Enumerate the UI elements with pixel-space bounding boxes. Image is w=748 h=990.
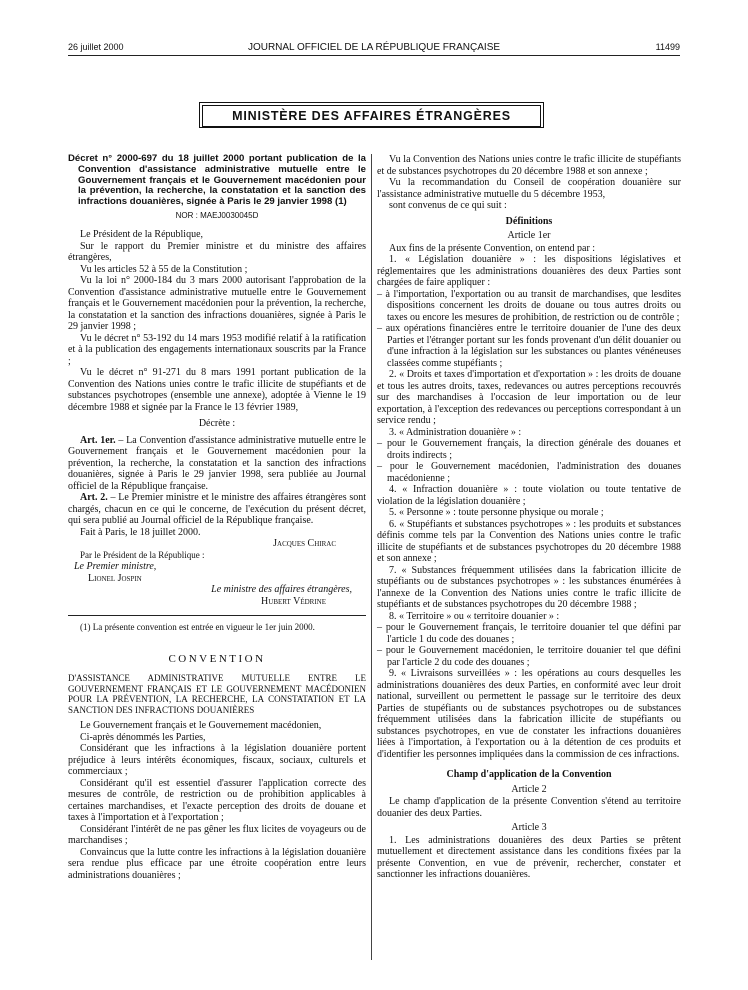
- definition-subitem: – pour le Gouvernement macédonien, le territoire douanier tel que défini par l'article 2 du code des douanes ;: [377, 645, 681, 668]
- paragraph: Considérant que les infractions à la législation douanière portent préjudice à leurs intérêts économiques, fiscaux, sociaux, culturels et commerciaux ;: [68, 743, 366, 778]
- article-2: [68, 492, 366, 527]
- article-3-heading: Article 3: [511, 822, 547, 833]
- paragraph: Vu la Convention des Nations unies contre le trafic illicite de stupéfiants et de substances psychotropes du 20 décembre 1988 et son annexe ;: [377, 154, 681, 177]
- header-date: 26 juillet 2000: [68, 42, 124, 52]
- definition-item: 3. « Administration douanière » :: [389, 426, 522, 438]
- fait-a-paris: Fait à Paris, le 18 juillet 2000.: [80, 526, 201, 538]
- minister-title: Le ministre des affaires étrangères,: [211, 584, 352, 596]
- paragraph: Le Gouvernement français et le Gouvernement macédonien,: [80, 720, 322, 732]
- definition-item: 4. « Infraction douanière » : toute violation ou toute tentative de violation de la législation douanière ;: [377, 484, 681, 507]
- article-1-label: Art. 1er.: [80, 434, 116, 446]
- footnote: (1) La présente convention est entrée en vigueur le 1er juin 2000.: [80, 622, 315, 633]
- paragraph: Le Président de la République,: [80, 229, 204, 241]
- paragraph: Ci-après dénommés les Parties,: [80, 731, 206, 743]
- header-page-number: 11499: [655, 42, 680, 52]
- paragraph: Sur le rapport du Premier ministre et du ministre des affaires étrangères,: [68, 240, 366, 264]
- paragraph: Vu le décret n° 53-192 du 14 mars 1953 modifié relatif à la ratification et à la publication des engagements internationaux souscrits par la France ;: [68, 332, 366, 367]
- decret-title: Décret n° 2000-697 du 18 juillet 2000 portant publication de la Convention d'assistance administrative mutuelle entre le Gouvernement français et le Gouvernement macédonien pour la prévention, la recherche, la constatation et la sanction des infractions douanières, signée à Paris le 29 janvier 1998 (1): [68, 153, 366, 208]
- paragraph: Vu la recommandation du Conseil de coopération douanière sur l'assistance administrative mutuelle du 5 décembre 1953,: [377, 177, 681, 200]
- definition-subitem: – à l'importation, l'exportation ou au transit de marchandises, que lesdites dispositions concernent les droits de douane ou tous autres droits ou taxes ou encore les mesures de prohibition, de restriction ou de contrôle ;: [377, 288, 681, 323]
- convention-subtitle: D'ASSISTANCE ADMINISTRATIVE MUTUELLE ENTRE LE GOUVERNEMENT FRANÇAIS ET LE GOUVERNEMENT MACÉDONIEN POUR LA PRÉVENTION, LA RECHERCHE, LA CONSTATATION ET LA SANCTION DES INFRACTIONS DOUANIÈRES: [68, 673, 366, 715]
- paragraph: Vu les articles 52 à 55 de la Constitution ;: [80, 263, 248, 275]
- paragraph: Vu la loi n° 2000-184 du 3 mars 2000 autorisant l'approbation de la Convention d'assistance administrative mutuelle entre le Gouvernement français et le Gouvernement macédonien pour la prévention, la recherche, la constatation et la sanction des infractions douanières, signée à Paris le 29 janvier 1998 ;: [68, 275, 366, 333]
- section-definitions: Définitions: [505, 215, 553, 227]
- article-1: [68, 435, 366, 493]
- definition-item: 8. « Territoire » ou « territoire douanier » :: [389, 610, 560, 622]
- right-column: [377, 154, 681, 881]
- definition-item: 6. « Stupéfiants et substances psychotropes » : les produits et substances définis comme tels par la Convention des Nations unies contre le trafic illicite de stupéfiants et de substances psychotropes du 20 décembre 1988 et son annexe ;: [377, 518, 681, 564]
- definition-item: 7. « Substances fréquemment utilisées dans la fabrication illicite de stupéfiants ou de substances psychotropes » : les substances énumérées à l'annexe de la Convention des Nations unies contre le trafic illicite de stupéfiants et de substances psychotropes du 20 décembre 1988 ;: [377, 564, 681, 610]
- paragraph: Convaincus que la lutte contre les infractions à la législation douanière sera rendue plus efficace par une étroite coopération entre leurs administrations douanières ;: [68, 846, 366, 881]
- header-rule: [68, 55, 680, 56]
- nor-reference: NOR : MAEJ0030045D: [175, 210, 259, 220]
- paragraph: Aux fins de la présente Convention, on entend par :: [389, 242, 596, 254]
- paragraph: Considérant l'intérêt de ne pas gêner les flux licites de voyageurs ou de marchandises ;: [68, 823, 366, 847]
- section-champ-application: Champ d'application de la Convention: [446, 769, 612, 780]
- left-column: [68, 154, 366, 881]
- footnote-rule: [68, 615, 366, 616]
- definition-subitem: – aux opérations financières entre le territoire douanier de l'une des deux Parties et l'étranger portant sur les fonds provenant d'un délit douanier ou d'une infraction à la législation sur les substances ou plantes vénéneuses classées comme stupéfiants ;: [377, 323, 681, 369]
- ministry-box: [199, 102, 544, 128]
- ministry-title: MINISTÈRE DES AFFAIRES ÉTRANGÈRES: [202, 105, 541, 127]
- pm-name: Lionel Jospin: [88, 572, 142, 584]
- article-2-text: – Le Premier ministre et le ministre des affaires étrangères sont chargés, chacun en ce qui le concerne, de l'exécution du présent décret, qui sera publié au Journal officiel de la République française.: [68, 492, 367, 527]
- convention-heading: CONVENTION: [168, 652, 266, 665]
- definition-subitem: – pour le Gouvernement macédonien, l'administration des douanes macédonienne ;: [377, 461, 681, 484]
- paragraph: 1. Les administrations douanières des deux Parties se prêtent mutuellement et directement assistance dans les conditions fixées par la présente Convention, en vue de prévenir, rechercher, constater et sanctionner les infractions douanières.: [377, 834, 681, 880]
- decrete-heading: Décrète :: [198, 418, 236, 430]
- article-2-heading: Article 2: [511, 783, 547, 795]
- signature-president: Jacques Chirac: [273, 538, 336, 550]
- article-1-text: – La Convention d'assistance administrative mutuelle entre le Gouvernement français et le Gouvernement macédonien pour la prévention, la recherche, la constatation et la sanction des infractions douanières, signée à Paris le 29 janvier 1998, sera publiée au Journal officiel de la République française.: [68, 434, 366, 492]
- definition-subitem: – pour le Gouvernement français, le territoire douanier tel que défini par l'article 1 du code des douanes ;: [377, 622, 681, 645]
- header-journal-title: JOURNAL OFFICIEL DE LA RÉPUBLIQUE FRANÇAISE: [247, 42, 501, 53]
- paragraph: sont convenus de ce qui suit :: [389, 200, 507, 211]
- minister-name: Hubert Védrine: [261, 595, 326, 607]
- definition-subitem: – pour le Gouvernement français, la direction générale des douanes et droits indirects ;: [377, 438, 681, 461]
- article-1-heading: Article 1er: [507, 230, 551, 241]
- paragraph: Vu le décret n° 91-271 du 8 mars 1991 portant publication de la Convention des Nations unies contre le trafic illicite de stupéfiants et de substances psychotropes (ensemble une annexe), adoptée à Vienne le 19 décembre 1988 et signée par la France le 13 février 1989,: [68, 367, 366, 413]
- definition-item: 2. « Droits et taxes d'importation et d'exportation » : les droits de douane et tous les autres droits, taxes, redevances ou autres perceptions recouvrés sur des marchandises à l'occasion de leur importation ou de leur exportation, à l'exception des redevances ou perceptions correspondant à un service rendu ;: [377, 369, 681, 426]
- paragraph: Considérant qu'il est essentiel d'assurer l'application correcte des mesures de contrôle, de restriction ou de prohibition applicables à certaines marchandises, et l'exacte perception des droits de douane et taxes à l'importation et à l'exportation ;: [68, 777, 366, 824]
- definition-item: 1. « Législation douanière » : les dispositions législatives et réglementaires que les administrations douanières des deux Parties sont chargées de faire appliquer :: [377, 254, 681, 288]
- article-2-label: Art. 2.: [80, 492, 108, 504]
- definition-item: 5. « Personne » : toute personne physique ou morale ;: [389, 507, 604, 518]
- paragraph: Le champ d'application de la présente Convention s'étend au territoire douanier des deux Parties.: [377, 796, 681, 819]
- par-le-president: Par le Président de la République :: [80, 549, 205, 560]
- column-separator: [371, 154, 372, 960]
- pm-title: Le Premier ministre,: [74, 561, 157, 573]
- definition-item: 9. « Livraisons surveillées » : les opérations au cours desquelles les administrations douanières des deux Parties, en conformité avec leur droit national, surveillent ou permettent le passage sur le territoire des deux Parties de stupéfiants ou de substances psychotropes ou de substances fréquemment utilisées dans la fabrication illicite de stupéfiants ou substances psychotropes, en vue de constater les infractions douanières liées à l'importation, à l'exportation ou à la détention de ces produits et d'identifier les personnes impliquées dans la commission de ces infractions.: [377, 668, 681, 760]
